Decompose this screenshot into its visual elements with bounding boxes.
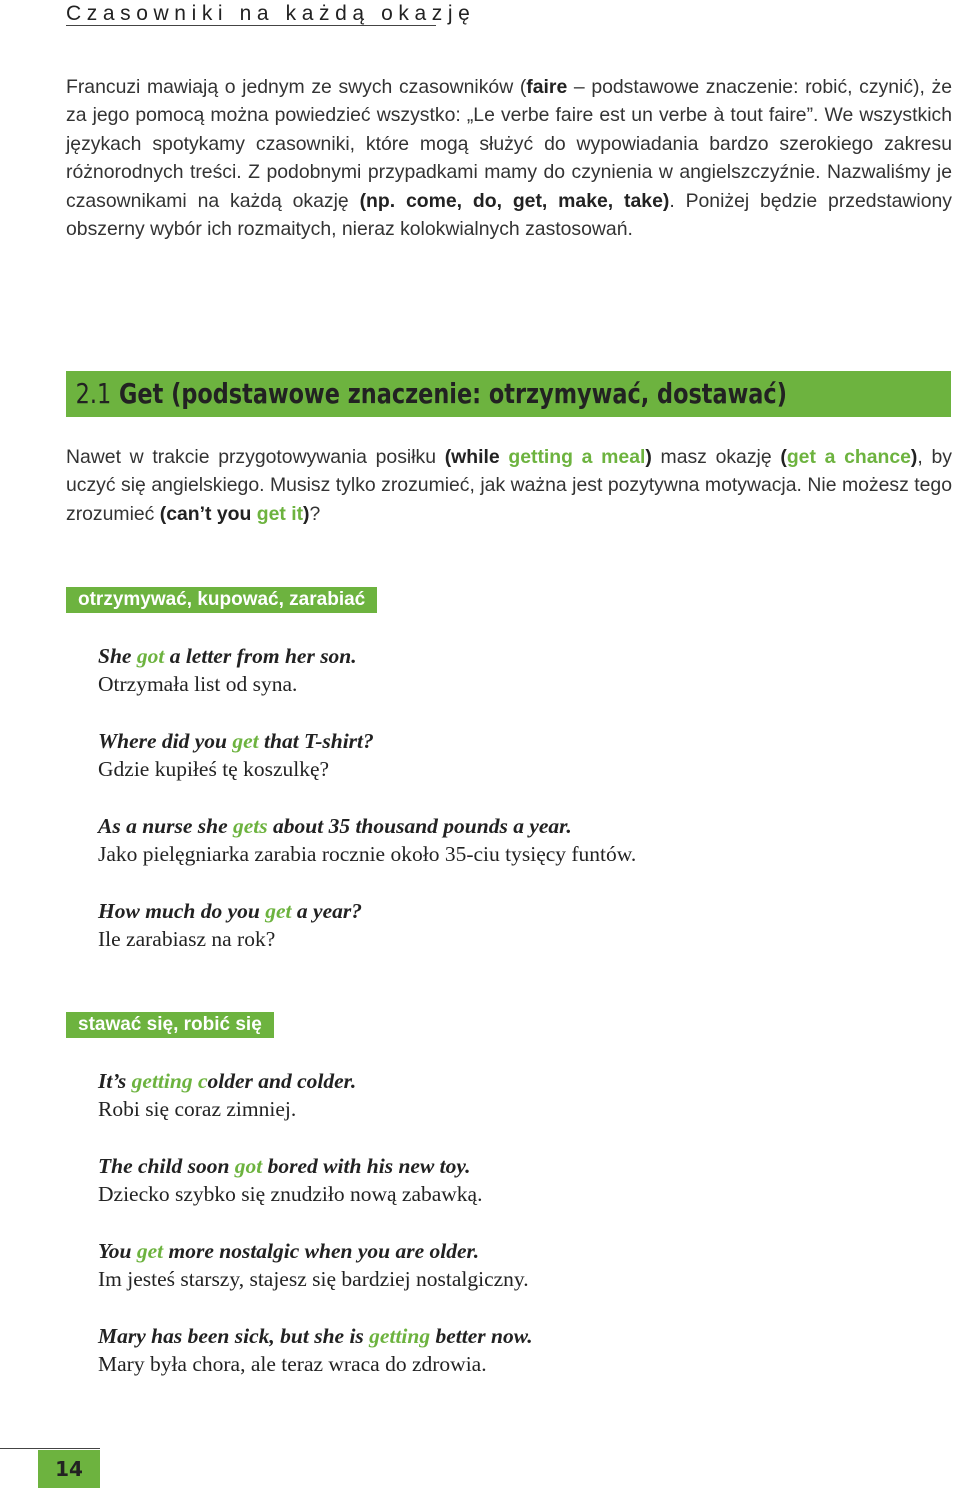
intro-bold-examples: (np. come, do, get, make, take) <box>359 189 670 212</box>
group-label-receive: otrzymywać, kupować, zarabiać <box>66 587 377 613</box>
example-en-part: that T-shirt? <box>258 729 374 753</box>
example-7 <box>98 1237 529 1293</box>
intro-bold-faire: faire <box>526 76 568 98</box>
example-verb: got <box>234 1154 263 1178</box>
example-1 <box>98 642 357 698</box>
section-bold-3: ( <box>780 446 787 468</box>
group-label-become: stawać się, robić się <box>66 1012 274 1038</box>
example-english <box>98 812 636 840</box>
example-8 <box>98 1322 533 1378</box>
example-verb: get <box>136 1239 164 1263</box>
example-polish: Otrzymała list od syna. <box>98 672 298 696</box>
section-green-2: get a chance <box>786 446 911 468</box>
example-3 <box>98 812 636 868</box>
section-text-1: Nawet w trakcie przygotowywania posiłku <box>66 446 445 468</box>
example-en-part: more nostalgic when you are older. <box>163 1239 480 1263</box>
section-bold-6: ) <box>303 502 310 525</box>
footer-rule <box>0 1448 100 1449</box>
example-en-part: bored with his new toy. <box>262 1154 471 1178</box>
example-english <box>98 642 357 670</box>
example-polish: Gdzie kupiłeś tę koszulkę? <box>98 757 330 781</box>
example-5 <box>98 1067 356 1123</box>
example-en-part: a letter from her son. <box>164 644 357 668</box>
example-verb: get <box>265 899 292 923</box>
intro-text-1: Francuzi mawiają o jednym ze swych czasowników ( <box>66 76 527 98</box>
section-number: 2.1 <box>75 377 112 410</box>
example-en-part: You <box>98 1239 137 1263</box>
example-en-part: How much do you <box>98 899 266 923</box>
header-rule <box>66 25 436 26</box>
example-2 <box>98 727 374 783</box>
example-english <box>98 897 362 925</box>
example-polish: Ile zarabiasz na rok? <box>98 927 276 951</box>
example-en-part: Mary has been sick, but she is <box>98 1324 370 1348</box>
example-english <box>98 1237 529 1265</box>
example-en-part: older and colder. <box>207 1069 357 1093</box>
section-green-1: getting a meal <box>508 446 646 468</box>
section-green-3: get it <box>256 502 304 525</box>
example-en-part: It’s <box>98 1069 132 1093</box>
example-verb: gets <box>233 814 268 838</box>
example-polish: Dziecko szybko się znudziło nową zabawką. <box>98 1182 483 1206</box>
example-en-part: about 35 thousand pounds a year. <box>267 814 572 838</box>
section-paragraph <box>66 443 952 528</box>
example-english <box>98 1152 482 1180</box>
example-6 <box>98 1152 482 1208</box>
example-polish: Robi się coraz zimniej. <box>98 1097 297 1121</box>
example-english <box>98 1322 533 1350</box>
section-text-3: , by uczyć się angielskiego. Musisz tylko zrozumieć, jak ważna jest pozytywna motywacja. Nie możesz tego zrozumieć <box>66 446 952 525</box>
example-verb: get <box>232 729 259 753</box>
section-bold-5: (can’t you <box>159 502 257 525</box>
page-number: 14 <box>38 1450 100 1488</box>
example-en-part: better now. <box>430 1324 533 1348</box>
example-en-part: The child soon <box>98 1154 235 1178</box>
example-verb: getting c <box>131 1069 208 1093</box>
intro-text-2: – podstawowe znaczenie: robić, czynić), że za jego pomocą można powiedzieć wszystko: „Le verbe faire est un verbe à tout faire”. We wszystkich językach spotykamy czasowniki, które mogą służyć do wypowiadania bardzo szerokiego zakresu różnorodnych treści. Z podobnymi przypadkami mamy do czynienia w angielszczyźnie. Nazwaliśmy je czasownikami na każdą okazję <box>66 76 952 212</box>
section-bold-2: ) <box>645 446 652 468</box>
example-english <box>98 727 374 755</box>
example-4 <box>98 897 362 953</box>
example-en-part: As a nurse she <box>98 814 234 838</box>
running-header: Czasowniki na każdą okazję <box>66 2 476 25</box>
example-en-part: She <box>98 644 137 668</box>
section-text-2: masz okazję <box>651 446 781 468</box>
section-heading-text <box>66 371 787 417</box>
section-bold-1: (while <box>444 446 509 468</box>
example-en-part: Where did you <box>98 729 233 753</box>
section-title: Get (podstawowe znaczenie: otrzymywać, dostawać) <box>119 377 787 410</box>
section-bold-4: ) <box>910 446 918 468</box>
example-verb: got <box>136 644 165 668</box>
intro-paragraph <box>66 73 952 243</box>
example-polish: Im jesteś starszy, stajesz się bardziej nostalgiczny. <box>98 1267 529 1291</box>
section-heading-bar <box>66 371 951 417</box>
example-english <box>98 1067 356 1095</box>
example-polish: Jako pielęgniarka zarabia rocznie około 35-ciu tysięcy funtów. <box>98 842 637 866</box>
example-polish: Mary była chora, ale teraz wraca do zdrowia. <box>98 1352 487 1376</box>
section-text-4: ? <box>309 502 321 525</box>
example-verb: getting <box>369 1324 431 1348</box>
example-en-part: a year? <box>291 899 362 923</box>
intro-text-3: . Poniżej będzie przedstawiony obszerny wybór ich rozmaitych, nieraz kolokwialnych zastosowań. <box>66 189 953 241</box>
